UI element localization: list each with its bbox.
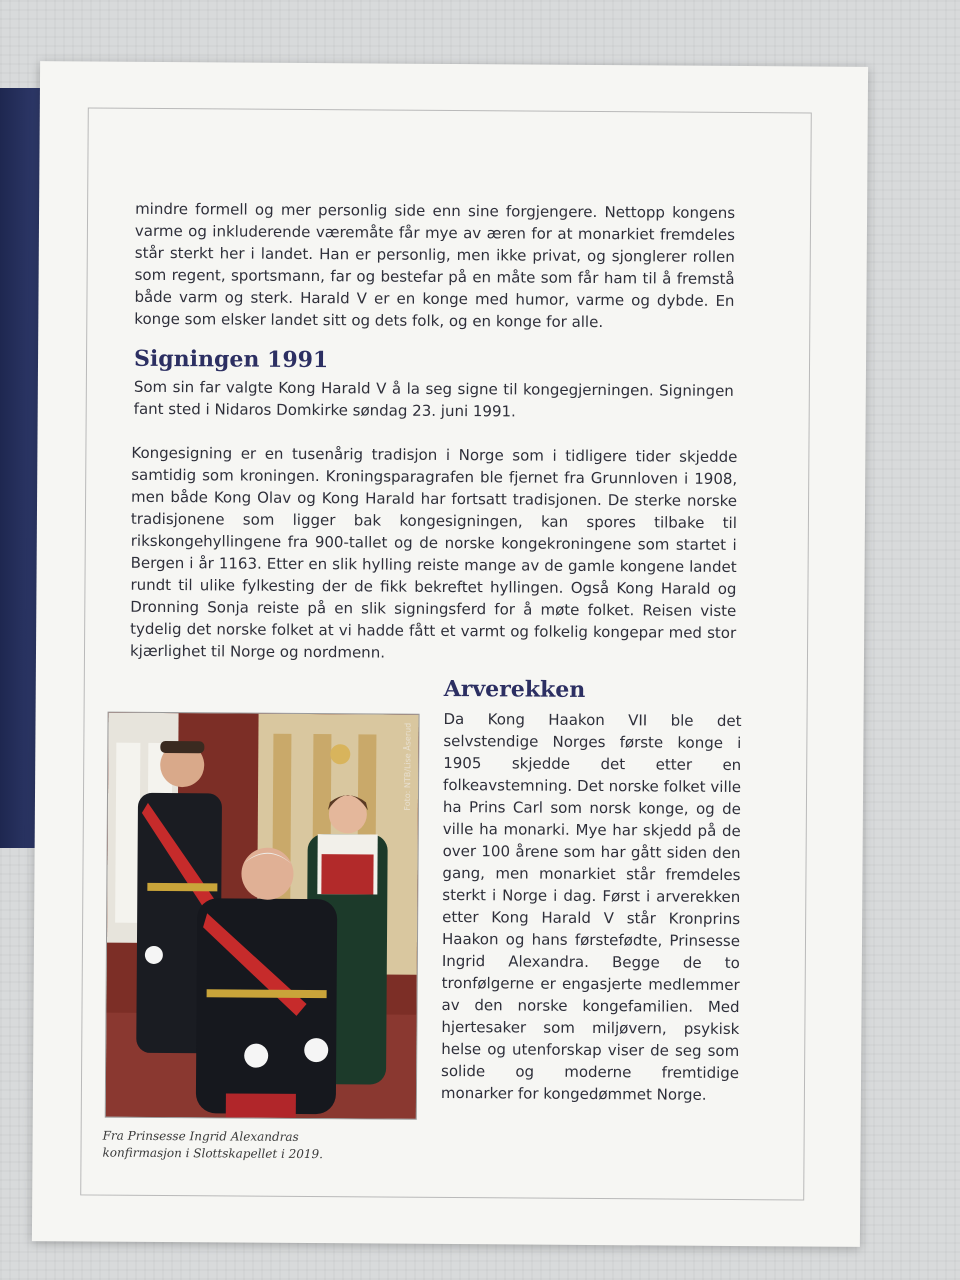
photo-caption: Fra Prinsesse Ingrid Alexandras konfirmasjon i Slottskapellet i 2019. <box>102 1128 324 1162</box>
page-sheet <box>32 61 868 1247</box>
succession-body: Da Kong Haakon VII ble det selvstendige Norges første konge i 1905 skjedde det etter en folkeavstemning. Det norske folket ville ha Prins Carl som norsk konge, og de ville ha monarki. Mye har skjedd på de over 100 årene som har gått siden den gang, men monarkiet står fremdeles sterkt i Norge i dag. Først i arverekken etter Kong Harald V står Kronprins Haakon og hans førstefødte, Prinsesse Ingrid Alexandra. Begge de to tronfølgerne er engasjerte medlemmer av den norske kongefamilien. Med hjertesaker som miljøvern, psykisk helse og utenforskap viser de seg som solide og moderne fremtidige monarker for kongedømmet Norge. <box>440 709 742 1104</box>
signing-heading: Signingen 1991 <box>133 345 329 374</box>
signing-body: Kongesigning er en tusenårig tradisjon i Norge som i tidligere tider skjedde samtidig som kroningen. Kroningsparagrafen ble fjernet fra Grunnloven i 1908, men både Kong Olav og Kong Harald har fortsatt tradisjonen. De sterke norske tradisjonene som ligger bak kongesigningen, kan spores tilbake til rikskongehyllingene fra 900-tallet og de norske kongekroningene som startet i Bergen i år 1163. Etter en slik hylling reiste mange av de gamle kongene landet rundt til ulike fylkesting der de fikk bekreftet hyllingen. Også Kong Harald og Dronning Sonja reiste på en slik signingsferd for å møte folket. Reisen viste tydelig det norske folket at vi hadde fått et varmt og folkelig kongepar med stor kjærlighet til Norge og nordmenn. <box>129 443 738 662</box>
photo-illustration <box>106 713 419 1119</box>
intro-paragraph: mindre formell og mer personlig side enn sine forgjengere. Nettopp kongens varme og inkluderende væremåte får mye av æren for at monarkiet fremdeles står sterkt her i landet. Han er personlig, men ikke privat, og sjonglerer rollen som regent, sportsmann, far og bestefar på en måte som får ham til å fremstå både varm og sterk. Harald V er en konge med humor, varme og dybde. En konge som elsker landet sitt og dets folk, og en konge for alle. <box>134 199 736 332</box>
signing-lead: Som sin far valgte Kong Harald V å la seg signe til kongegjerningen. Signingen fant sted i Nidaros Domkirke søndag 23. juni 1991. <box>133 377 734 421</box>
succession-heading: Arverekken <box>443 675 586 703</box>
royal-family-photo <box>105 712 420 1120</box>
photo-credit: Foto: NTB/Lise Åserud <box>402 722 413 811</box>
